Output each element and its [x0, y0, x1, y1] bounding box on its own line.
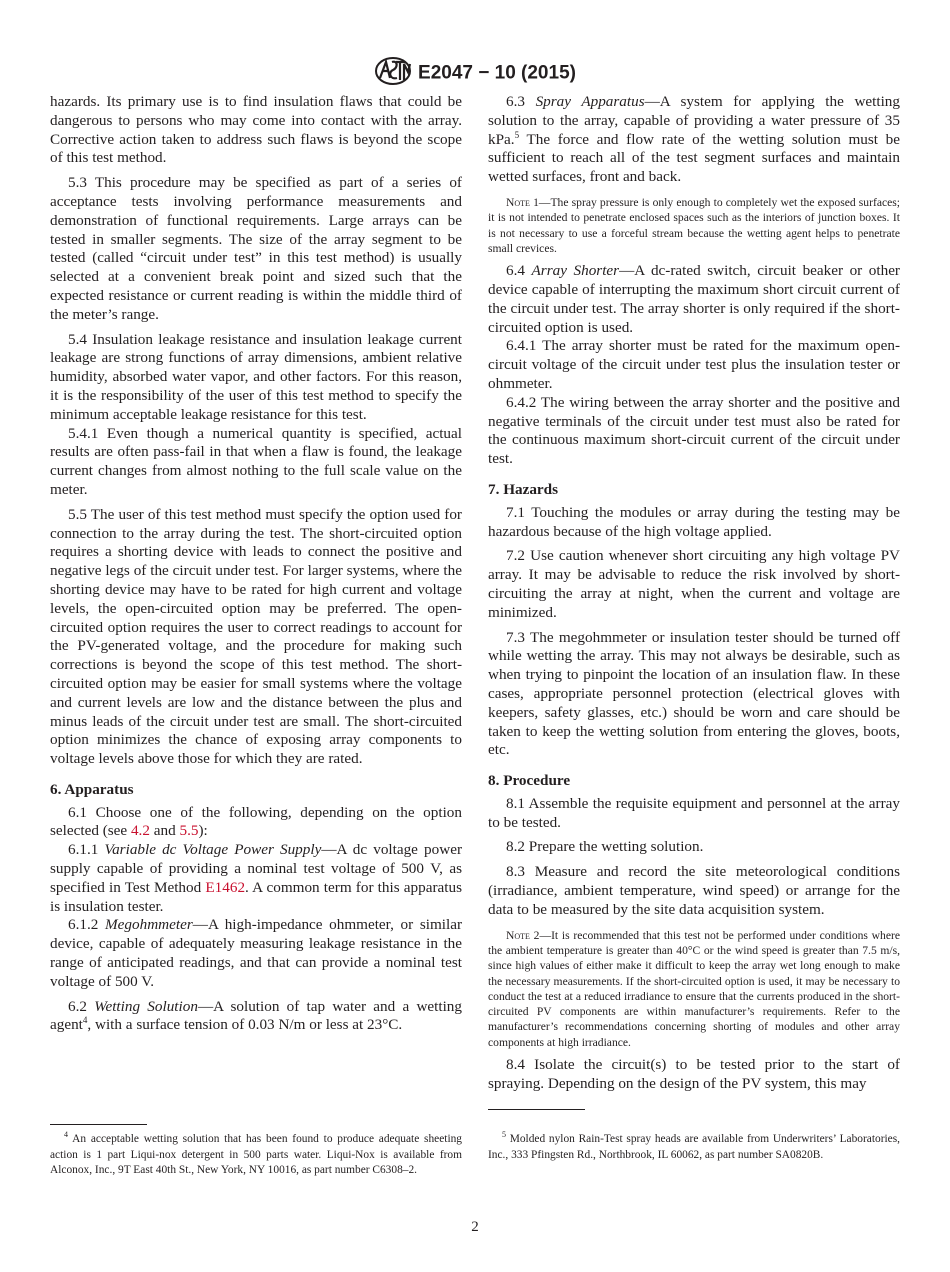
paragraph: [50, 425, 462, 500]
text: ):: [198, 822, 208, 840]
text: 7. Hazards: [488, 480, 559, 498]
section-heading: [50, 781, 462, 800]
footnote-4: [50, 1132, 462, 1179]
footnote-5: [488, 1132, 900, 1163]
note-label: Note 2: [506, 928, 540, 942]
note-label: Note 1: [506, 195, 539, 209]
term-label: Wetting Solution: [94, 997, 198, 1015]
text: 8. Procedure: [488, 772, 571, 790]
text: 5.5 The user of this test method must specify the option used for connection to the array during the test. The short-circuited option requires a shorting device with leads to connect the positive and negative legs of the circuit under test. For larger systems, where the shorting device may have to be rated for high current and voltage levels, the open-circuited option may be preferred. The open-circuited option requires the user to correct readings to account for the PV-generated voltage, and the procedure for making such corrections is beyond the scope of this test method. The short-circuited option may be easier for small systems where the voltage and current levels are low and the distance between the plus and minus leads of the circuit under test are small. The short-circuited option minimizes the chance of exposing array components to voltage levels above those for which they are rated.: [50, 505, 462, 768]
reference-link[interactable]: 4.2: [130, 822, 150, 840]
text: —It is recommended that this test not be performed under conditions where the ambient temperature is greater than 40°C or the wind speed is greater than 7.5 m/s, since high values of either make it difficult to keep the array wet long enough to make the necessary measurements. If the short-circuited option is used, it may be necessary to conduct the test at a reduced irradiance to ensure that the currents produced in the short-circuited PV components are within manufacturer’s requirements. Refer to the manufacturer’s recommendations concerning shorting of modules and other array components at high irradiance.: [488, 928, 900, 1049]
page-header: [0, 56, 950, 91]
paragraph: [50, 804, 462, 842]
footnote-rule: [488, 1109, 585, 1110]
text: 5.4 Insulation leakage resistance and insulation leakage current leakage are strong functions of array dimensions, ambient relative humidity, absorbed water vapor, and other factors. For this reason, it is the responsibility of the user of this test method to specify the minimum acceptable leakage resistance for this test.: [50, 330, 462, 423]
text: , with a surface tension of 0.03 N/m or less at 23°C.: [87, 1016, 403, 1034]
text: —A high-impedance ohmmeter, or similar device, capable of adequately measuring leakage resistance in the range of anticipated readings, and that can provide a nominal test voltage of 500 V.: [50, 916, 463, 990]
paragraph: [488, 504, 900, 542]
footnote-text: An acceptable wetting solution that has been found to produce adequate sheeting action is 1 part Liqui-nox detergent in 500 parts water. Liqui-Nox is available from Alconox, Inc., 9T East 40th St., New York, NY 10016, as part number C6308–2.: [50, 1133, 463, 1176]
paragraph: [50, 916, 462, 991]
term-label: Spray Apparatus: [535, 93, 645, 110]
text: —The spray pressure is only enough to completely wet the exposed surfaces; it is not intended to penetrate enclosed spaces such as the interiors of junction boxes. It is not necessary to use a forceful stream because the wetting agent helps to penetrate small crevices.: [488, 195, 900, 255]
standard-designation: E2047 − 10 (2015): [418, 62, 576, 84]
paragraph: [488, 863, 900, 919]
text: —A system for applying the wetting solution to the array, capable of providing a water pressure of 35 kPa.: [488, 93, 900, 148]
section-heading: [488, 772, 900, 791]
text: 6.2: [68, 997, 95, 1015]
text: and: [149, 822, 180, 840]
text: 6.4.1 The array shorter must be rated for the maximum open-circuit voltage of the circuit under test plus the insulation tester or ohmmeter.: [488, 337, 900, 392]
text: 7.3 The megohmmeter or insulation tester should be turned off while wetting the array. This may not always be desirable, such as when trying to pinpoint the location of an insulation flaw. In these cases, appropriate personnel protection (electrical gloves with keepers, safety glasses, etc.) should be worn and care should be taken to keep the wetting solution from entering the gloves, boots, etc.: [488, 628, 900, 759]
paragraph: [50, 506, 462, 769]
text: 5.4.1 Even though a numerical quantity is specified, actual results are often pass-fail in that when a flaw is found, the leakage current changes from almost nothing to the full scale value on the meter.: [50, 424, 462, 498]
text: 6.1 Choose one of the following, depending on the option selected (see: [50, 803, 462, 840]
paragraph: [488, 93, 900, 187]
reference-link[interactable]: E1462: [205, 878, 246, 896]
text: —A dc-rated switch, circuit beaker or other device capable of interrupting the maximum short circuit current of the circuit under test. The array shorter is only required if the short-circuited option is used.: [488, 262, 900, 336]
text: 8.1 Assemble the requisite equipment and personnel at the array to be tested.: [488, 794, 900, 831]
term-label: Megohmmeter: [105, 916, 193, 934]
paragraph: [488, 1056, 900, 1094]
paragraph: [50, 998, 462, 1036]
footnote-text: Molded nylon Rain-Test spray heads are available from Underwriters’ Laboratories, Inc., 333 Pfingsten Rd., Northbrook, IL 60062, as part number SA0820B.: [488, 1133, 900, 1161]
text: —A solution of tap water and a wetting agent: [50, 997, 462, 1034]
text: 7.2 Use caution whenever short circuiting any high voltage PV array. It may be advisable to reduce the risk involved by short-circuiting the array at night, when the current and voltage are minimized.: [488, 547, 900, 621]
paragraph: [488, 394, 900, 469]
page-number: 2: [471, 1219, 479, 1235]
footnote-rule: [50, 1124, 147, 1125]
paragraph: [50, 93, 462, 168]
term-label: Array Shorter: [531, 262, 620, 280]
left-column: [50, 93, 462, 1035]
footnote-number: 5: [502, 1130, 506, 1140]
footnote-number: 4: [64, 1130, 68, 1140]
paragraph: [50, 174, 462, 324]
reference-link[interactable]: 5.5: [179, 822, 199, 840]
note: [488, 195, 900, 256]
text: 6.3: [506, 93, 536, 110]
note: [488, 928, 900, 1050]
footnote-ref: 5: [514, 129, 520, 140]
paragraph: [50, 331, 462, 425]
text: 8.4 Isolate the circuit(s) to be tested prior to the start of spraying. Depending on the design of the PV system, this may: [488, 1056, 900, 1092]
right-column: [488, 93, 900, 1094]
text: 5.3 This procedure may be specified as part of a series of acceptance tests involving performance measurements and demonstration of functional requirements. Large arrays can be tested in smaller segments. The size of the array segment to be tested (called “circuit under test” in this test method) is usually selected at a convenient break point and sized such that the expected resistance or current reading is within the middle third of the meter’s range.: [50, 174, 462, 323]
text: 6.1.2: [68, 916, 106, 934]
text: 8.3 Measure and record the site meteorological conditions (irradiance, ambient temperature, wind speed) or arrange for the data to be measured by the site data acquisition system.: [488, 863, 900, 918]
paragraph: [488, 547, 900, 622]
text: 6.4: [506, 262, 532, 280]
text: 6.4.2 The wiring between the array shorter and the positive and negative terminals of the circuit under test must also be rated for the continuous maximum short-circuit current of the circuit under test.: [488, 393, 900, 468]
paragraph: [488, 629, 900, 761]
text: 8.2 Prepare the wetting solution.: [506, 838, 704, 856]
paragraph: [488, 337, 900, 393]
paragraph: [488, 795, 900, 833]
text: The force and flow rate of the wetting solution must be sufficient to reach all of the test segment surfaces and maintain wetted surfaces, front and back.: [488, 130, 900, 186]
text: —A dc voltage power supply capable of providing a nominal test voltage of 500 V, as specified in Test Method: [50, 841, 462, 896]
footnote-ref: 4: [82, 1015, 88, 1026]
text: hazards. Its primary use is to find insulation flaws that could be dangerous to persons who may come into contact with the array. Corrective action taken to address such flaws is beyond the scope of this test method.: [50, 93, 462, 167]
text: 7.1 Touching the modules or array during the testing may be hazardous because of the high voltage applied.: [488, 503, 900, 540]
astm-logo-icon: [374, 56, 412, 91]
text: 6. Apparatus: [50, 780, 134, 798]
section-heading: [488, 481, 900, 500]
text: 6.1.1: [68, 841, 105, 859]
paragraph: [50, 841, 462, 916]
paragraph: [488, 838, 900, 857]
paragraph: [488, 262, 900, 337]
text: . A common term for this apparatus is insulation tester.: [50, 878, 462, 915]
term-label: Variable dc Voltage Power Supply: [104, 841, 322, 859]
